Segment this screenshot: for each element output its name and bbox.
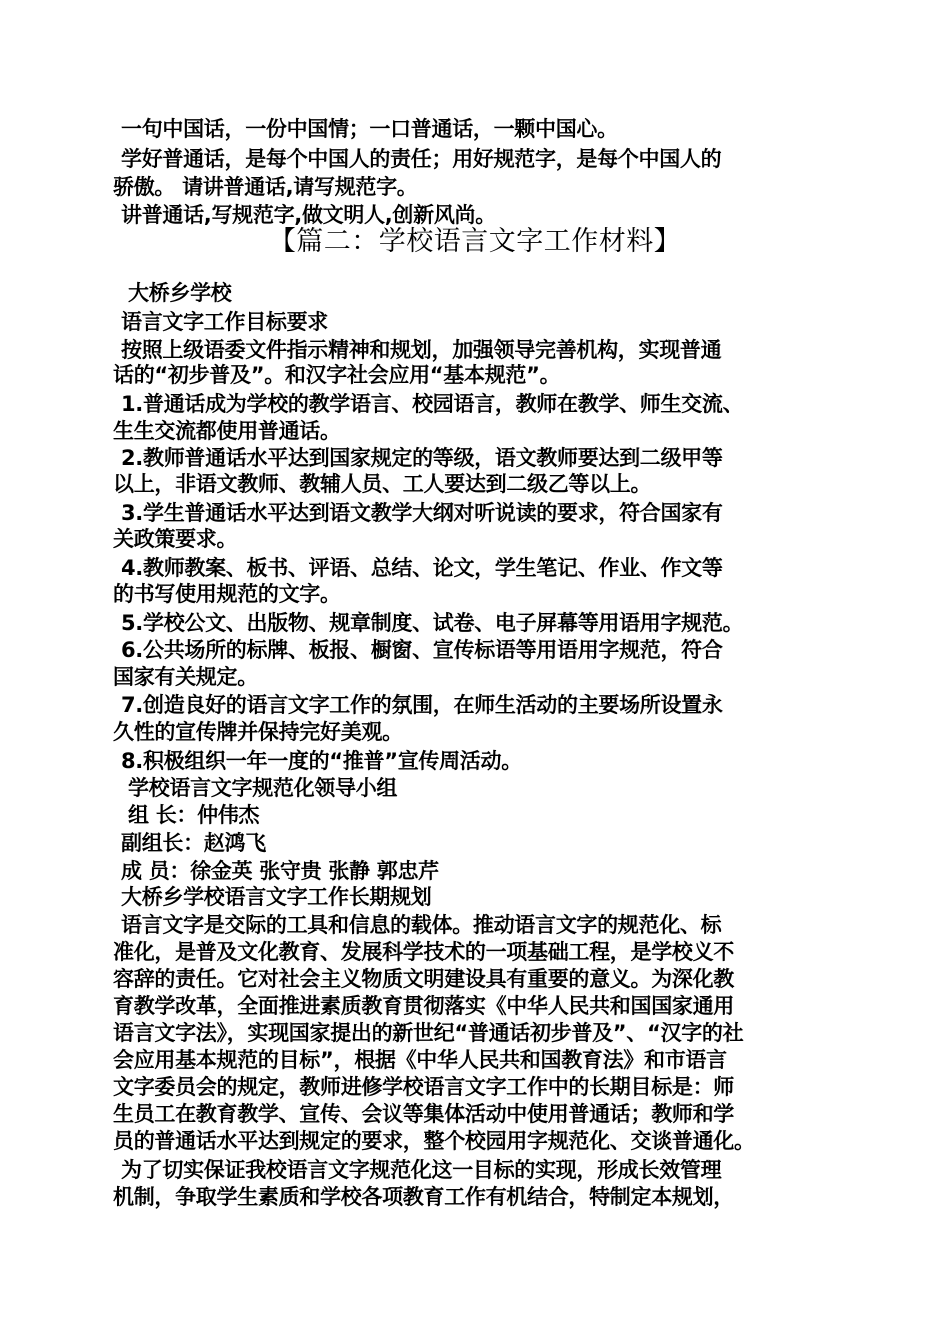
subsection-title: 语言文字工作目标要求 <box>121 310 328 334</box>
list-item-line: 3.学生普通话水平达到语文教学大纲对听说读的要求，符合国家有 <box>121 501 723 525</box>
list-item-line: 的书写使用规范的文字。 <box>113 582 341 606</box>
member-line: 成 员：徐金英 张守贵 张静 郭忠芹 <box>121 859 439 883</box>
list-item-line: 6.公共场所的标牌、板报、橱窗、宣传标语等用语用字规范，符合 <box>121 638 723 662</box>
subsection-title: 学校语言文字规范化领导小组 <box>128 776 398 800</box>
paragraph-line: 育教学改革，全面推进素质教育贯彻落实《中华人民共和国国家通用 <box>113 994 734 1018</box>
list-item-line: 4.教师教案、板书、评语、总结、论文，学生笔记、作业、作文等 <box>121 556 723 580</box>
paragraph-line: 会应用基本规范的目标”，根据《中华人民共和国教育法》和市语言 <box>113 1048 727 1072</box>
list-item-line: 关政策要求。 <box>113 527 238 551</box>
list-item-line: 5.学校公文、出版物、规章制度、试卷、电子屏幕等用语用字规范。 <box>121 611 744 635</box>
paragraph-line: 机制，争取学生素质和学校各项教育工作有机结合，特制定本规划， <box>113 1185 734 1209</box>
list-item-line: 久性的宣传牌并保持完好美观。 <box>113 720 403 744</box>
slogan-line: 骄傲。 请讲普通话,请写规范字。 <box>113 175 418 199</box>
list-item-line: 1.普通话成为学校的教学语言、校园语言，教师在教学、师生交流、 <box>121 392 744 416</box>
paragraph-line: 生员工在教育教学、宣传、会议等集体活动中使用普通话；教师和学 <box>113 1102 734 1126</box>
paragraph-line: 话的“初步普及”。和汉字社会应用“基本规范”。 <box>113 363 561 387</box>
paragraph-line: 按照上级语委文件指示精神和规划，加强领导完善机构，实现普通 <box>121 338 722 362</box>
list-item-line: 以上，非语文教师、教辅人员、工人要达到二级乙等以上。 <box>113 472 652 496</box>
paragraph-line: 语言文字法》，实现国家提出的新世纪“普通话初步普及”、“汉字的社 <box>113 1021 744 1045</box>
paragraph-line: 文字委员会的规定，教师进修学校语言文字工作中的长期目标是：师 <box>113 1075 734 1099</box>
paragraph-line: 容辞的责任。它对社会主义物质文明建设具有重要的意义。为深化教 <box>113 967 734 991</box>
slogan-line: 一句中国话，一份中国情；一口普通话，一颗中国心。 <box>121 117 618 141</box>
paragraph-line: 语言文字是交际的工具和信息的载体。推动语言文字的规范化、标 <box>121 913 722 937</box>
slogan-line: 学好普通话，是每个中国人的责任；用好规范字，是每个中国人的 <box>121 147 722 171</box>
paragraph-line: 为了切实保证我校语言文字规范化这一目标的实现，形成长效管理 <box>121 1158 722 1182</box>
member-line: 副组长：赵鸿飞 <box>121 831 266 855</box>
paragraph-line: 准化，是普及文化教育、发展科学技术的一项基础工程，是学校义不 <box>113 940 734 964</box>
slogan-line: 讲普通话,写规范字,做文明人,创新风尚。 <box>121 203 496 227</box>
list-item-line: 2.教师普通话水平达到国家规定的等级，语文教师要达到二级甲等 <box>121 446 723 470</box>
subsection-title: 大桥乡学校语言文字工作长期规划 <box>121 885 432 909</box>
list-item-line: 国家有关规定。 <box>113 665 258 689</box>
list-item-line: 生生交流都使用普通话。 <box>113 419 341 443</box>
school-name: 大桥乡学校 <box>128 281 232 305</box>
section-heading: 【篇二：学校语言文字工作材料】 <box>268 226 682 257</box>
list-item-line: 8.积极组织一年一度的“推普”宣传周活动。 <box>121 749 522 773</box>
member-line: 组 长：仲伟杰 <box>128 803 260 827</box>
list-item-line: 7.创造良好的语言文字工作的氛围，在师生活动的主要场所设置永 <box>121 693 723 717</box>
paragraph-line: 员的普通话水平达到规定的要求，整个校园用字规范化、交谈普通化。 <box>113 1129 755 1153</box>
